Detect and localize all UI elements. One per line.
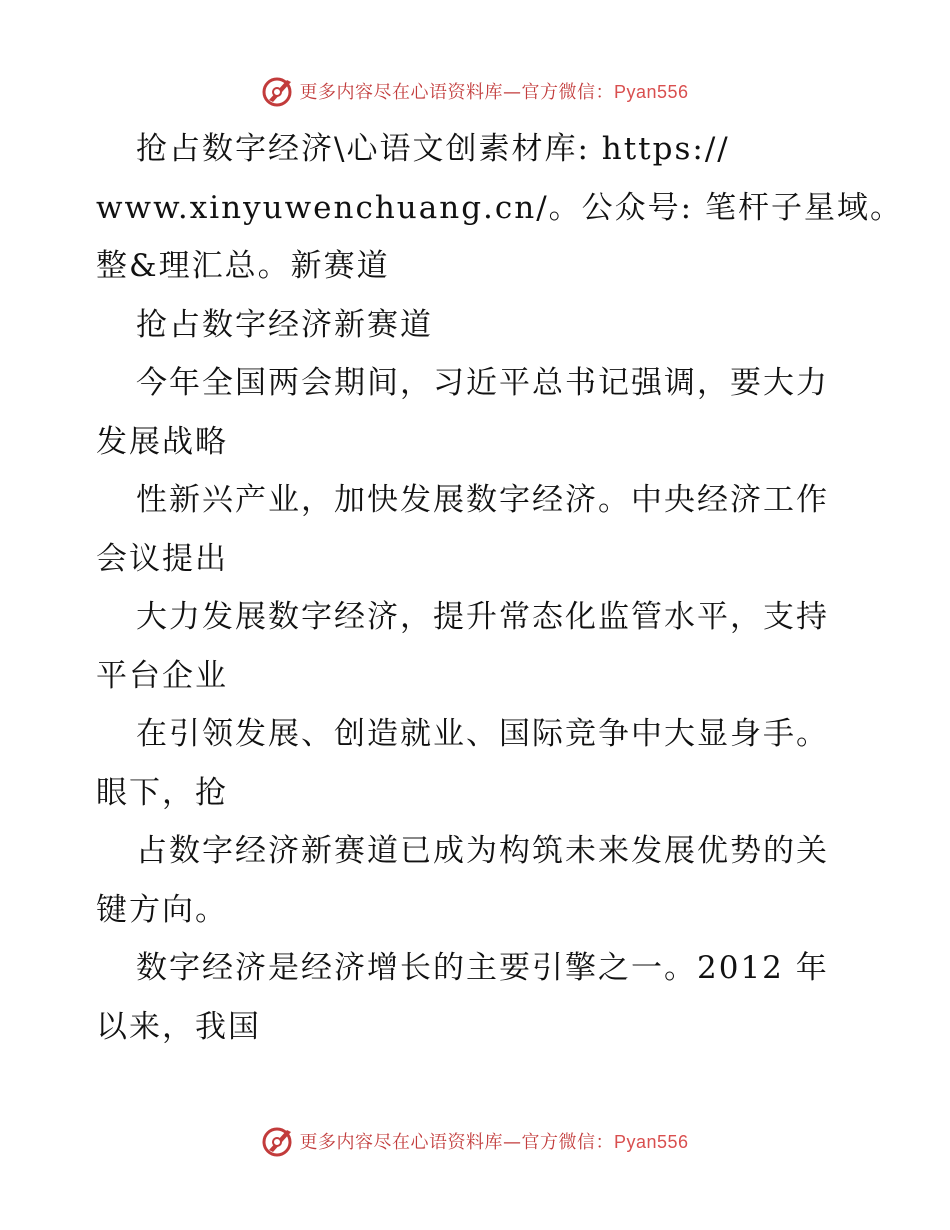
paragraph-line: 以来，我国 xyxy=(96,1008,261,1045)
banner-wechat-label: 官方微信： xyxy=(521,82,614,103)
paragraph-line: 眼下，抢 xyxy=(96,774,228,811)
banner-dash: — xyxy=(502,1132,522,1153)
paragraph-line: 今年全国两会期间，习近平总书记强调，要大力 xyxy=(136,365,829,401)
paragraph-line: 性新兴产业，加快发展数字经济。中央经济工作 xyxy=(136,482,829,518)
paragraph-line: 抢占数字经济\心语文创素材库: https:// xyxy=(136,131,730,167)
paragraph-line: 大力发展数字经济，提升常态化监管水平，支持 xyxy=(136,599,829,635)
paragraph-line: 平台企业 xyxy=(96,657,228,694)
paragraph-line: www.xinyuwenchuang.cn/。公众号: 笔杆子星域。 xyxy=(96,189,903,226)
banner-brand-text: 更多内容尽在心语资料库 xyxy=(299,1132,503,1153)
banner-text xyxy=(299,1128,688,1154)
footer-watermark-banner xyxy=(0,1121,950,1161)
paragraph-line: 发展战略 xyxy=(96,423,228,460)
banner-wechat-label: 官方微信： xyxy=(521,1132,614,1153)
banner-wechat-handle: Pyan556 xyxy=(613,1132,689,1152)
document-body xyxy=(96,120,903,1056)
paragraph-line: 数字经济是经济增长的主要引擎之一。2012 年 xyxy=(136,950,829,986)
quill-logo-icon xyxy=(261,74,295,108)
paragraph-line: 整&理汇总。新赛道 xyxy=(96,248,390,284)
header-watermark-banner xyxy=(0,71,950,111)
banner-brand-text: 更多内容尽在心语资料库 xyxy=(299,82,503,103)
quill-logo-icon xyxy=(261,1124,295,1158)
banner-text xyxy=(299,78,688,104)
paragraph-line: 占数字经济新赛道已成为构筑未来发展优势的关 xyxy=(136,833,829,869)
paragraph-line: 会议提出 xyxy=(96,540,228,577)
paragraph-line: 在引领发展、创造就业、国际竞争中大显身手。 xyxy=(136,716,829,752)
banner-dash: — xyxy=(502,82,522,103)
banner-wechat-handle: Pyan556 xyxy=(613,82,689,102)
paragraph-line: 键方向。 xyxy=(96,891,228,928)
document-title: 抢占数字经济新赛道 xyxy=(136,306,433,343)
